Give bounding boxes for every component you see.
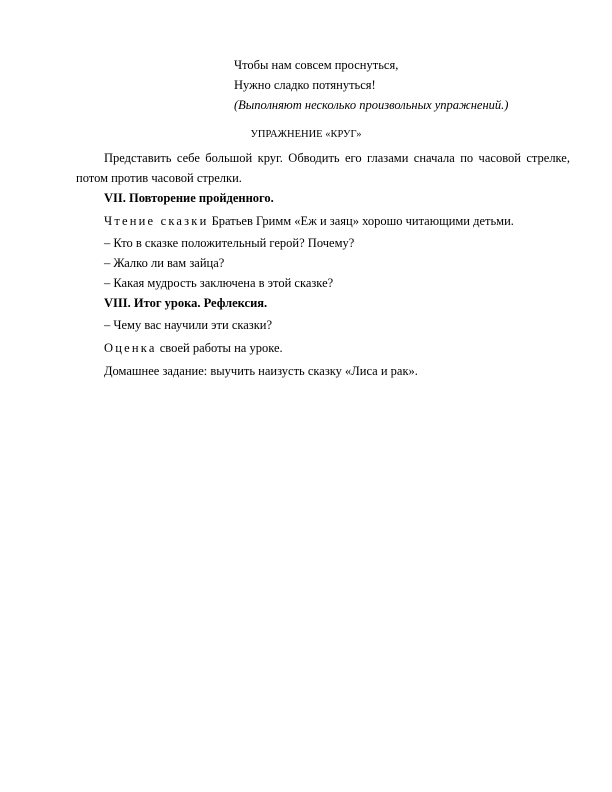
verse-line-1: Чтобы нам совсем проснуться, [234, 58, 399, 72]
exercise-heading: УПРАЖНЕНИЕ «КРУГ» [250, 129, 362, 140]
reading-line [104, 214, 514, 229]
assessment-rest: своей работы на уроке. [156, 341, 283, 355]
question-4: – Чему вас научили эти сказки? [104, 318, 273, 332]
exercise-text: Представить себе большой круг. Обводить его глазами сначала по часовой стрелке, потом против часовой стрелки. [76, 151, 570, 185]
assessment-line [104, 341, 283, 356]
reading-label: Чтение сказки [104, 214, 209, 228]
question-2: – Жалко ли вам зайца? [104, 256, 225, 270]
stage-direction: (Выполняют несколько произвольных упражнений.) [234, 98, 509, 112]
question-1: – Кто в сказке положительный герой? Почему? [104, 236, 355, 250]
homework-line: Домашнее задание: выучить наизусть сказку «Лиса и рак». [104, 364, 418, 378]
section-8-title: VIII. Итог урока. Рефлексия. [104, 296, 268, 310]
verse-line-2: Нужно сладко потянуться! [234, 78, 376, 92]
reading-rest: Братьев Гримм «Еж и заяц» хорошо читающими детьми. [208, 214, 514, 228]
section-7-title: VII. Повторение пройденного. [104, 191, 274, 205]
exercise-paragraph [76, 148, 570, 188]
assessment-label: Оценка [104, 341, 157, 355]
question-3: – Какая мудрость заключена в этой сказке? [104, 276, 334, 290]
